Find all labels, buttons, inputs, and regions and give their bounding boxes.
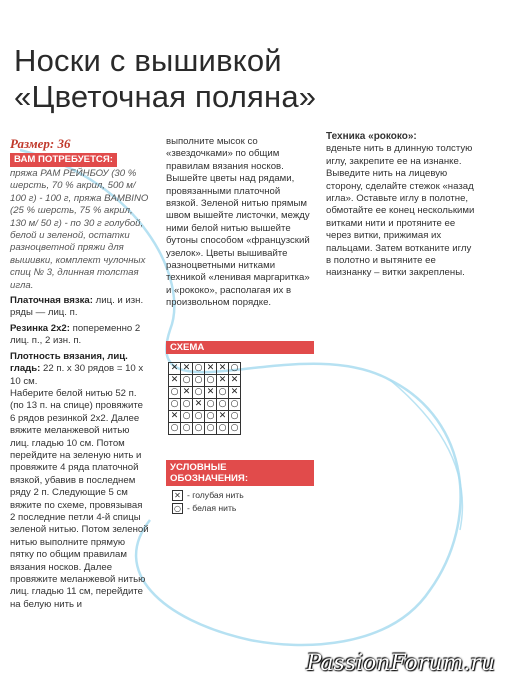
scheme-cell-circle: ○ [169, 387, 181, 399]
scheme-cell-circle: ○ [181, 423, 193, 435]
scheme-row [169, 375, 241, 387]
garter-paragraph [10, 295, 150, 320]
column-2 [166, 136, 314, 310]
scheme-cell-cross: ✕ [205, 387, 217, 399]
instructions-text: Наберите белой нитью 52 п. (по 13 п. на спице) провяжите 6 рядов резинкой 2х2. Далее вяжите меланжевой нитью лиц. гладью 10 см. Потом перейдите на зеленую нить и провяжите 4 ряда платочной вязкой, убавив в последнем ряду 2 п. Следующие 5 см вяжите по схеме, провязывая 2 последние петли 4-й спицы зеленой нитью. Потом зеленой нитью выполните прямую пятку по общим правилам вязания носков. Далее провяжите меланжевой нитью лиц. гладью 11 см, перейдите на белую нить и [10, 387, 149, 610]
scheme-banner: СХЕМА [166, 341, 314, 354]
scheme-cell-circle: ○ [229, 399, 241, 411]
legend-item-blue [172, 490, 244, 501]
scheme-cell-circle: ○ [193, 411, 205, 423]
scheme-cell-cross: ✕ [193, 399, 205, 411]
scheme-cell-circle: ○ [229, 411, 241, 423]
scheme-row [169, 363, 241, 375]
scheme-cell-circle: ○ [181, 375, 193, 387]
rib-text: попеременно 2 лиц. п., 2 изн. п. [10, 322, 141, 347]
rococo-text: вденьте нить в длинную толстую иглу, закрепите ее на изнанке. Выведите нить на лицевую сторону, сделайте стежок «назад игла». Оставьте иглу в полотне, обмотайте ее конец несколькими витками нити и протяните ее через витки, прижимая их пальцами. Затем вотканите иглу в полотно и вытяните ее наизнанку – витки закреплены. [326, 143, 475, 279]
scheme-cell-circle: ○ [181, 411, 193, 423]
legend-banner [166, 460, 314, 486]
scheme-cell-circle: ○ [229, 363, 241, 375]
scheme-cell-circle: ○ [193, 363, 205, 375]
scheme-cell-cross: ✕ [217, 363, 229, 375]
garter-label: Платочная вязка: [10, 295, 93, 307]
scheme-cell-cross: ✕ [169, 375, 181, 387]
scheme-cell-circle: ○ [205, 423, 217, 435]
size-label: Размер: 36 [10, 136, 71, 151]
page-title-line1: Носки с вышивкой [14, 43, 282, 78]
garter-text: лиц. и изн. ряды — лиц. п. [10, 295, 144, 319]
rib-label: Резинка 2х2: [10, 322, 70, 334]
scheme-row [169, 387, 241, 399]
materials-banner: ВАМ ПОТРЕБУЕТСЯ: [10, 153, 117, 167]
gauge-paragraph [10, 351, 150, 388]
scheme-cell-cross: ✕ [229, 387, 241, 399]
scheme-cell-circle: ○ [193, 423, 205, 435]
watermark: PassionForum.ru [306, 651, 495, 676]
legend-blue-label: - голубая нить [187, 490, 244, 500]
scheme-row [169, 399, 241, 411]
column-1 [10, 136, 150, 611]
scheme-cell-circle: ○ [205, 411, 217, 423]
legend-banner-line1: УСЛОВНЫЕ [170, 462, 227, 473]
scheme-cell-circle: ○ [181, 399, 193, 411]
materials-text: пряжа PAM РЕЙНБОУ (30 % шерсть, 70 % акрил, 500 м/ 100 г) - 100 г, пряжа BAMBINO (25 % шерсть, 75 % акрил, 130 м/ 50 г) - по 30 г голубой, белой и зеленой, остатки разноцветной пряжи для вышивки, комплект чулочных спиц № 3, длинная толстая игла. [10, 168, 149, 291]
scheme-cell-cross: ✕ [229, 375, 241, 387]
scheme-cell-cross: ✕ [217, 375, 229, 387]
scheme-cell-circle: ○ [217, 387, 229, 399]
rib-paragraph [10, 323, 150, 348]
scheme-row [169, 423, 241, 435]
scheme-cell-circle: ○ [217, 423, 229, 435]
scheme-row [169, 411, 241, 423]
gauge-label: Плотность вязания, лиц. гладь: [10, 350, 128, 375]
scheme-grid [168, 362, 241, 435]
page-title-line2: «Цветочная поляна» [14, 79, 317, 114]
column-3 [326, 131, 476, 280]
legend-banner-line2: ОБОЗНАЧЕНИЯ: [170, 473, 249, 484]
cross-symbol-icon: ✕ [172, 490, 183, 501]
scheme-cell-circle: ○ [193, 375, 205, 387]
scheme-cell-cross: ✕ [181, 387, 193, 399]
scheme-cell-circle: ○ [205, 399, 217, 411]
scheme-cell-circle: ○ [217, 399, 229, 411]
scheme-cell-circle: ○ [169, 423, 181, 435]
scheme-cell-circle: ○ [229, 423, 241, 435]
scheme-cell-circle: ○ [193, 387, 205, 399]
circle-symbol-icon: ○ [172, 503, 183, 514]
gauge-text: 22 п. х 30 рядов = 10 х 10 см. [10, 363, 144, 387]
scheme-cell-cross: ✕ [169, 411, 181, 423]
scheme-cell-cross: ✕ [181, 363, 193, 375]
embroidery-text: выполните мысок со «звездочками» по общим правилам вязания носков. Вышейте цветы над рядами, провязанными платочной вязкой. Зеленой нитью прямым швом вышейте листочки, между ними белой нитью вышейте бутоны способом «французский узелок». Цветы вышивайте разноцветными нитками техникой «ленивая маргаритка» и «рококо», располагая их в произвольном порядке. [166, 136, 310, 309]
scheme-cell-cross: ✕ [169, 363, 181, 375]
legend-white-label: - белая нить [187, 503, 237, 513]
rococo-heading: Техника «рококо»: [326, 131, 417, 142]
scheme-cell-cross: ✕ [217, 411, 229, 423]
scheme-cell-circle: ○ [169, 399, 181, 411]
scheme-cell-circle: ○ [205, 375, 217, 387]
legend-item-white [172, 503, 236, 514]
scheme-cell-cross: ✕ [205, 363, 217, 375]
